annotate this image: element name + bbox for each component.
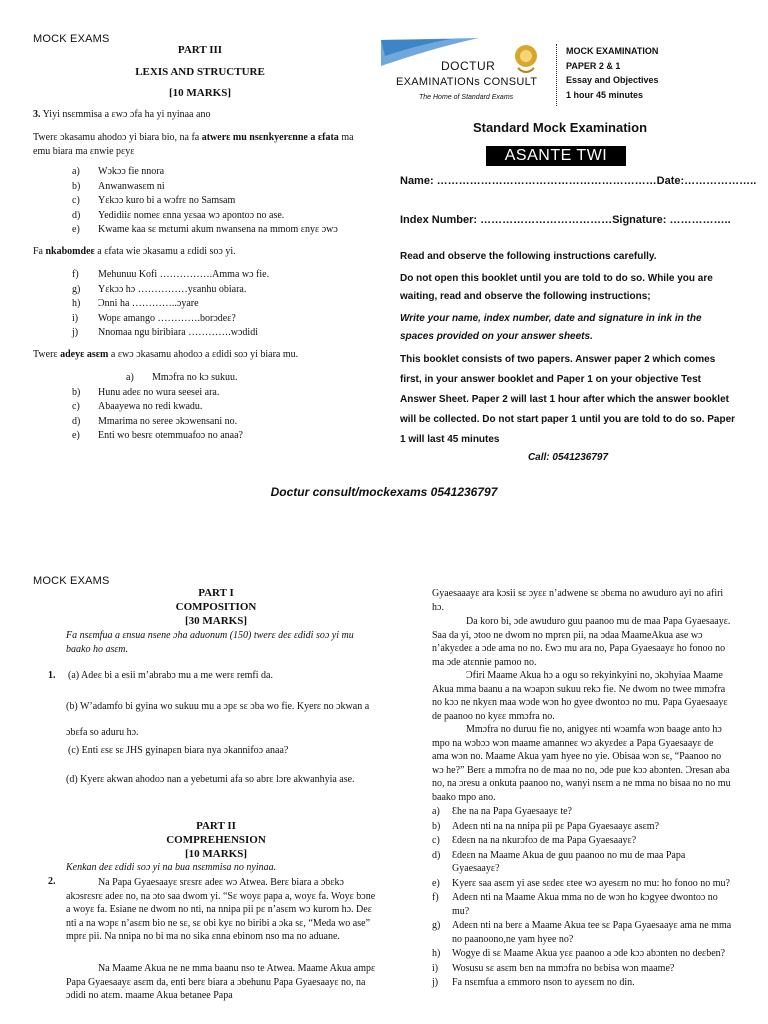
part-i-marks: [30 MARKS] [184, 615, 248, 627]
list-item-key: i) [72, 312, 79, 324]
list-item-text: Enti wo besrɛ otemmuafoɔ no anaa? [98, 430, 243, 441]
list-item-key: i) [432, 962, 439, 974]
list-item-text: Wɔkɔɔ fie nnora [98, 166, 165, 177]
comprehension-question [432, 962, 732, 976]
passage-paragraph-2-cont: Gyaesaaayɛ ara kɔsii sɛ ɔyɛɛ n’adwene sɛ ɔbɛma no awuduro ayi no afiri hɔ. [432, 588, 724, 613]
conjunction-item [72, 326, 372, 341]
comprehension-question [432, 919, 732, 946]
items-f-list [72, 268, 372, 341]
instruction-verbs [33, 349, 373, 360]
verb-item [72, 386, 372, 401]
instruction-1: Read and observe the following instructions carefully. [400, 251, 657, 262]
list-item-text: Adeɛn nti na na nnipa pii pɛ Papa Gyaesaayɛ asɛm? [452, 820, 660, 832]
instruction-conjunctions [33, 246, 373, 257]
list-item-key: d) [432, 849, 441, 861]
list-item-text: Yɛkɔɔ hɔ ……………yɛanhu obiara. [98, 283, 247, 295]
mock-exams-label-top: MOCK EXAMS [33, 33, 110, 45]
q3-instruction [33, 108, 373, 122]
instruction-f-bold: nkabomdeɛ [45, 246, 95, 257]
subject-banner: ASANTE TWI [486, 146, 626, 166]
part-ii-marks: [10 MARKS] [184, 848, 248, 860]
instruction-f-pre: Fa [33, 246, 46, 257]
comprehension-title: COMPREHENSION [166, 834, 266, 846]
comprehension-question [432, 947, 732, 961]
list-item-text: Wosusu sɛ asɛm bɛn na mmɔfra no bɛbisa wɔn maame? [452, 962, 675, 974]
composition-title: COMPOSITION [175, 601, 257, 613]
part-iii-marks: [10 MARKS] [168, 87, 232, 99]
instruction-punctuation [33, 131, 373, 159]
instruction-k-bold: adeyɛ asɛm [60, 349, 109, 360]
footer-contact: Doctur consult/mockexams 0541236797 [270, 485, 498, 499]
list-item-text: Wopɛ amango ………….borɔdeɛ? [98, 312, 236, 324]
paper-info-line: Essay and Objectives [566, 75, 659, 85]
passage-paragraph-3: Da koro bi, ɔde awuduro guu paanoo mu de maa Papa Gyaesaayɛ. Saa da yi, ɔtoo ne dwom no mprɛn pii, na ɔdaa MaameAkua ase wɔ n’akyɛdeɛ a ɔde ama no no. Ɛwɔ mu ara no, Papa Gyaesaayɛ ho fonoo no ma ɔde atɛnnie pamoo no. [432, 616, 731, 668]
list-item-text: Mmarima no seree ɔkɔwensani no. [98, 415, 238, 427]
list-item-text: Wogye di sɛ Maame Akua yɛɛ paanoo a ɔde kɔɔ abɔnten no deɛben? [452, 948, 726, 959]
logo-name-line2: EXAMINATIONs CONSULT [396, 76, 538, 88]
comprehension-question [432, 834, 732, 848]
q1-option-a: (a) Adeɛ bi a esii m’abrabɔ mu a me werɛ remfi da. [68, 670, 273, 681]
list-item-key: e) [432, 877, 440, 889]
list-item-text: Yedidiiɛ nomeɛ ɛnna yɛsaa wɔ apontoɔ no ase. [98, 209, 285, 221]
passage-paragraph-2: Na Maame Akua ne ne mma baanu nso te Atwea. Maame Akua ampɛ Papa Gyaesaayɛ asɛm da, enti berɛ biara a ɔbehunu Papa Gyaesaayɛ no, na ɔdidi no atɛm. maame Akua betanee Papa [66, 963, 376, 1001]
instruction-f-post: a ɛfata wie ɔkasamu a ɛdidi soɔ yi. [94, 246, 236, 257]
list-item-key: j) [72, 327, 79, 338]
q1-option-b: (b) W’adamfo bi gyina wo sukuu mu a ɔpɛ sɛ ɔba wo fie. Kyerɛ no ɔkwan a ɔbɛfa so aduru hɔ. [66, 701, 370, 738]
part-ii-title: PART II [196, 820, 236, 832]
exam-instructions [400, 248, 736, 454]
list-item-text: Adeɛn nti na Maame Akua mma no de wɔn ho kɔgyee dwontoɔ no mu? [452, 892, 718, 917]
q1-option-c: (c) Enti ɛsɛ sɛ JHS gyinapɛn biara nya ɔkannifoɔ anaa? [68, 745, 289, 756]
instruction-a-bold: atwerɛ mu nsɛnkyerɛnne a ɛfata [201, 132, 339, 143]
passage-paragraph-5: Mmɔfra no duruu fie no, anigyeɛ nti wɔamfa wɔn baage anto hɔ mpo na wɔbɔɔ wɔn maame amanneɛ wɔ akyɛdeɛ a Papa Gyaesaayɛ de ama wɔn no. Maame Akua yam hyee no yie. Obisaa wɔn sɛ, “Paanoo no wɔ he?” Berɛ a mmɔfra no de maa no no, ɔde pue kɔɔ abɔnten. Ɔresan aba no, na ɔresu a onkuta paanoo no, wanyi nsɛm a ne mma no bisaa no no mu baako mpo ano. [432, 724, 731, 803]
comprehension-question [432, 976, 732, 990]
composition-instruction: Fa nsɛmfua a ɛnsua nsene ɔha aduonum (150) twerɛ deɛ ɛdidi soɔ yi mu baako ho asɛm. [66, 630, 354, 655]
mock-exams-label-bottom: MOCK EXAMS [33, 575, 110, 587]
list-item-key: j) [432, 977, 439, 988]
paper-info-line: 1 hour 45 minutes [566, 89, 644, 100]
instruction-a-post: ma emu biara ma ɛnwie pɛyɛ [33, 132, 354, 157]
list-item-key: a) [72, 166, 80, 177]
passage-paragraph-1: Na Papa Gyaesaayɛ srɛsrɛ adeɛ wɔ Atwea. Berɛ biara a ɔbɛkɔ akɔsrɛsrɛ adeɛ no, na ɔto saa dwom yi. “Sɛ woyɛ papa a, woyɛ fa. Woyɛ bɔne a woyɛ fa. Esiane ne dwom no nti, na nnipa pii pɛ n’asɛm wɔ kurom hɔ. Deɛ nti a na wɔpɛ n’asɛm bio ne sɛ, sɛ obi kyɛ no biribi a ɔka sɛ, “Meda wo ase” mprɛ pii. Na nnipa no bi ma no sika ɛnna ebinom nso ma no aduane. [66, 877, 376, 942]
verb-item [72, 371, 372, 386]
q2-questions-list [432, 805, 732, 991]
comprehension-question [432, 877, 732, 891]
list-item-key: a) [432, 806, 440, 817]
list-item-key: e) [72, 224, 80, 235]
list-item-key: c) [432, 835, 440, 846]
paper-info-line: MOCK EXAMINATION [566, 46, 659, 56]
paper-info-line: PAPER 2 & 1 [566, 60, 621, 71]
verb-item [72, 429, 372, 444]
verb-item [72, 400, 372, 415]
instruction-k-pre: Twerɛ [33, 349, 61, 360]
instruction-a-pre: Twerɛ ɔkasamu ahodoɔ yi biara bio, na fa [33, 132, 202, 143]
list-item-key: f) [72, 269, 79, 280]
list-item-key: a) [126, 372, 134, 383]
instruction-2: Do not open this booklet until you are told to do so. While you are waiting, read and observe the following instructions; [400, 273, 713, 302]
list-item-key: h) [432, 948, 441, 959]
list-item-key: b) [72, 180, 81, 192]
list-item-text: Abaayewa no redi kwadu. [98, 401, 203, 412]
list-item-key: g) [72, 283, 81, 295]
conjunction-item [72, 297, 372, 312]
list-item-text: Fa nsɛmfua a ɛmmoro nson to ayɛsɛm no din. [452, 977, 635, 988]
list-item-text: Adeɛn nti na berɛ a Maame Akua tee sɛ Papa Gyaesaayɛ ama ne mma no paanoono,ne yam hyee no? [452, 920, 732, 945]
q3-number: 3. [33, 109, 41, 120]
punctuation-item [72, 165, 372, 180]
list-item-text: Kyerɛ saa asɛm yi ase sɛdeɛ ɛtee wɔ ayesɛm no mu: ho fonoo no mu? [452, 877, 730, 889]
call-number: Call: 0541236797 [527, 452, 609, 463]
instruction-4: This booklet consists of two papers. Answer paper 2 which comes first, in your answer booklet and Paper 1 on your objective Test Answer Sheet. Paper 2 will last 1 hour after which the answer booklet will be collected. Do not start paper 1 until you are told to do so. Paper 1 will last 45 minutes [400, 354, 736, 445]
comprehension-question [432, 820, 732, 834]
q2-number: 2. [48, 876, 56, 887]
list-item-text: Ɛhe na na Papa Gyaesaayɛ te? [452, 806, 572, 817]
list-item-text: Mehunuu Kofi …………….Amma wɔ fie. [98, 269, 270, 280]
passage-paragraph-4: Ɔfiri Maame Akua hɔ a ogu so rekyinkyini no, ɔkɔhyiaa Maame Akua mma baanu a na wɔapɔn sukuu rekɔ fie. Ne dwom no twee mmɔfra no kɔɔ ne nkyɛn maa wɔde wɔn ho gyee dwontoɔ no mu. Papa Gyaesaayɛ de paanoo no kyɛɛ mmɔfra no. [432, 670, 728, 722]
list-item-key: f) [432, 892, 439, 903]
q3-text: Yiyi nsɛmmisa a ɛwɔ ɔfa ha yi nyinaa ano [42, 109, 211, 120]
paper-info [566, 44, 659, 102]
comprehension-instruction: Kenkan deɛ ɛdidi soɔ yi na bua nsɛmmisa no nyinaa. [66, 862, 277, 873]
list-item-key: b) [432, 820, 441, 832]
q1-option-d: (d) Kyerɛ akwan ahodoɔ nan a yebetumi afa so abrɛ lɔre akwanhyia ase. [66, 774, 355, 785]
name-date-line: Name: ……………………………………………………Date:……………….. [400, 175, 757, 187]
logo-name-line1: DOCTUR [441, 59, 496, 73]
conjunction-item [72, 268, 372, 283]
instruction-3: Write your name, index number, date and signature in ink in the spaces provided on your answer sheets. [400, 313, 702, 342]
list-item-key: c) [72, 195, 80, 206]
list-item-text: Anwanwasɛm ni [98, 180, 165, 192]
punctuation-item [72, 194, 372, 209]
list-item-text: Ɛdeɛn na na nkurɔfoɔ de ma Papa Gyaesaayɛ? [452, 835, 637, 846]
part-iii-title: PART III [177, 44, 223, 56]
conjunction-item [72, 283, 372, 298]
list-item-key: h) [72, 298, 81, 309]
list-item-key: c) [72, 401, 80, 412]
logo-tagline: The Home of Standard Exams [419, 94, 514, 101]
list-item-key: b) [72, 386, 81, 398]
punctuation-item [72, 209, 372, 224]
list-item-key: d) [72, 415, 81, 427]
conjunction-item [72, 312, 372, 327]
list-item-text: Yɛkɔɔ kuro bi a wɔfrɛ no Samsam [98, 195, 236, 206]
list-item-key: e) [72, 430, 80, 441]
comprehension-question [432, 805, 732, 819]
doctur-logo [381, 38, 553, 106]
list-item-text: Ɔnni ha …………..ɔyare [98, 298, 199, 309]
index-signature-line: Index Number: ………………………………Signature: …………….. [400, 214, 731, 226]
verb-item [72, 415, 372, 430]
instruction-k-post: a ɛwɔ ɔkasamu ahodoɔ a ɛdidi soɔ yi biara mu. [108, 349, 299, 360]
punctuation-item [72, 180, 372, 195]
punctuation-item [72, 223, 372, 238]
lexis-structure-title: LEXIS AND STRUCTURE [135, 66, 265, 78]
comprehension-question [432, 891, 732, 918]
list-item-text: Hunu adeɛ no wura seesei ara. [98, 386, 220, 398]
list-item-text: Kwame kaa sɛ mɛtumi akum nwansena na mmom ɛnyɛ ɔwɔ [98, 224, 338, 235]
list-item-text: Nnomaa ngu biribiara ………….wɔdidi [98, 327, 258, 338]
list-item-key: g) [432, 920, 441, 931]
part-i-title: PART I [198, 587, 234, 599]
comprehension-question [432, 849, 732, 876]
standard-mock-title: Standard Mock Examination [472, 120, 648, 135]
items-k-list [72, 371, 372, 444]
list-item-text: Mmɔfra no kɔ sukuu. [152, 372, 238, 383]
q1-number: 1. [48, 670, 56, 681]
list-item-text: Ɛdeɛn na Maame Akua de guu paanoo no mu de maa Papa Gyaesaayɛ? [452, 849, 686, 874]
items-a-list [72, 165, 372, 238]
list-item-key: d) [72, 209, 81, 221]
logo-divider [556, 44, 557, 106]
